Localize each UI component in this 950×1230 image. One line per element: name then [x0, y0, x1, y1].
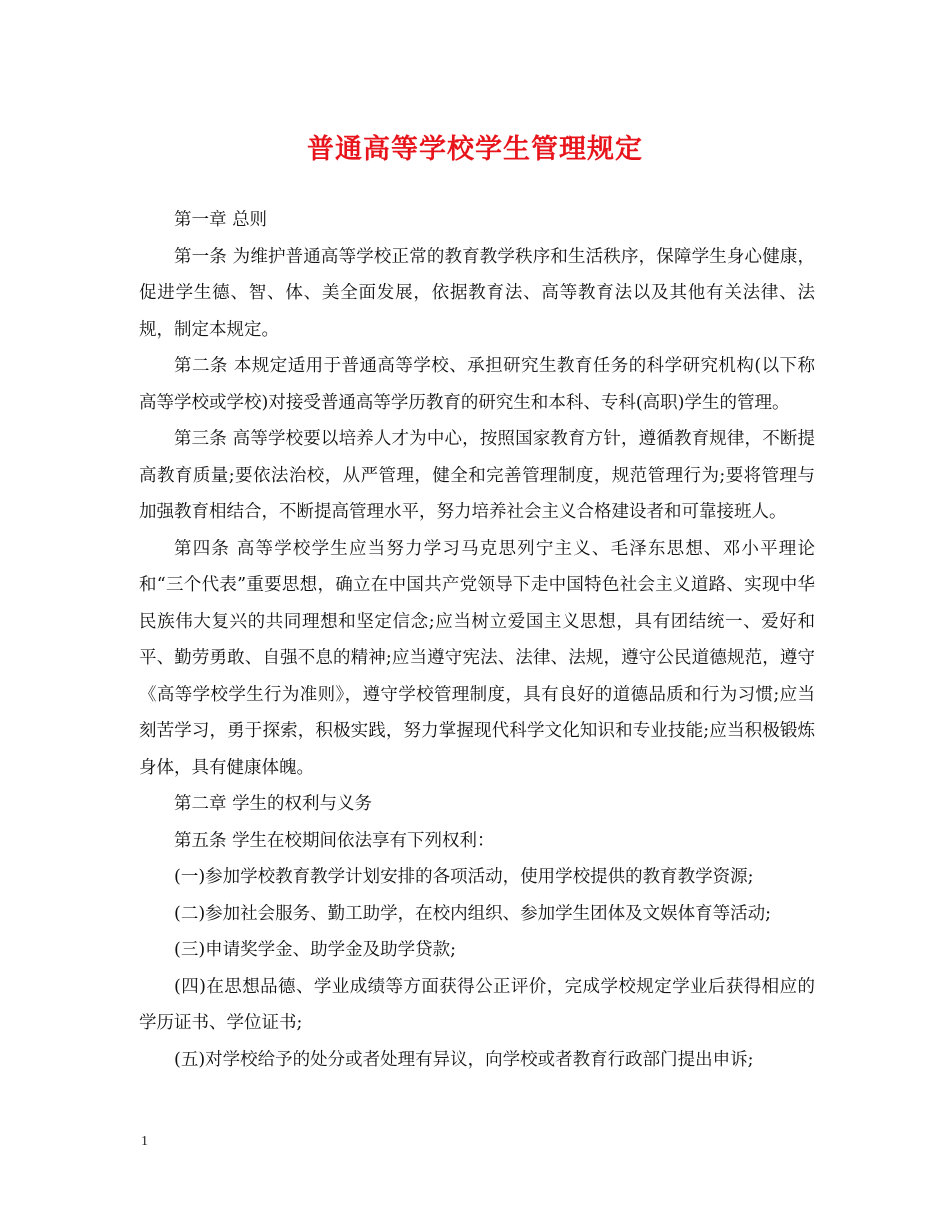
- list-item-2: (二)参加社会服务、勤工助学，在校内组织、参加学生团体及文娱体育等活动;: [174, 903, 772, 924]
- chapter-heading-1: 第一章 总则: [174, 210, 268, 230]
- document-title: 普通高等学校学生管理规定: [307, 134, 643, 165]
- list-item-1: (一)参加学校教育教学计划安排的各项活动，使用学校提供的教育教学资源;: [174, 867, 754, 887]
- chapter-heading-2: 第二章 学生的权利与义务: [174, 794, 373, 814]
- list-item-4: (四)在思想品德、学业成绩等方面获得公正评价，完成学校规定学业后获得相应的学历证书、学位证书;: [139, 976, 815, 1033]
- page-number: 1: [141, 1134, 148, 1149]
- list-item-3: (三)申请奖学金、助学金及助学贷款;: [174, 940, 457, 960]
- article-3: 第三条 高等学校要以培养人才为中心，按照国家教育方针，遵循教育规律，不断提高教育质量;要依法治校，从严管理，健全和完善管理制度，规范管理行为;要将管理与加强教育相结合，不断提高管理水平，努力培养社会主义合格建设者和可靠接班人。: [139, 429, 815, 522]
- article-1: 第一条 为维护普通高等学校正常的教育教学秩序和生活秩序，保障学生身心健康，促进学生德、智、体、美全面发展，依据教育法、高等教育法以及其他有关法律、法规，制定本规定。: [139, 246, 815, 340]
- list-item-5: (五)对学校给予的处分或者处理有异议，向学校或者教育行政部门提出申诉;: [174, 1049, 754, 1070]
- article-5: 第五条 学生在校期间依法享有下列权利：: [174, 830, 495, 851]
- article-4: 第四条 高等学校学生应当努力学习马克思列宁主义、毛泽东思想、邓小平理论和“三个代表”重要思想，确立在中国共产党领导下走中国特色社会主义道路、实现中华民族伟大复兴的共同理想和坚定信念;应当树立爱国主义思想，具有团结统一、爱好和平、勤劳勇敢、自强不息的精神;应当遵守宪法、法律、法规，遵守公民道德规范，遵守《高等学校学生行为准则》，遵守学校管理制度，具有良好的道德品质和行为习惯;应当刻苦学习，勇于探索，积极实践，努力掌握现代科学文化知识和专业技能;应当积极锻炼身体，具有健康体魄。: [139, 538, 815, 778]
- article-2: 第二条 本规定适用于普通高等学校、承担研究生教育任务的科学研究机构(以下称高等学校或学校)对接受普通高等学历教育的研究生和本科、专科(高职)学生的管理。: [139, 356, 815, 413]
- document-body: [139, 202, 815, 1078]
